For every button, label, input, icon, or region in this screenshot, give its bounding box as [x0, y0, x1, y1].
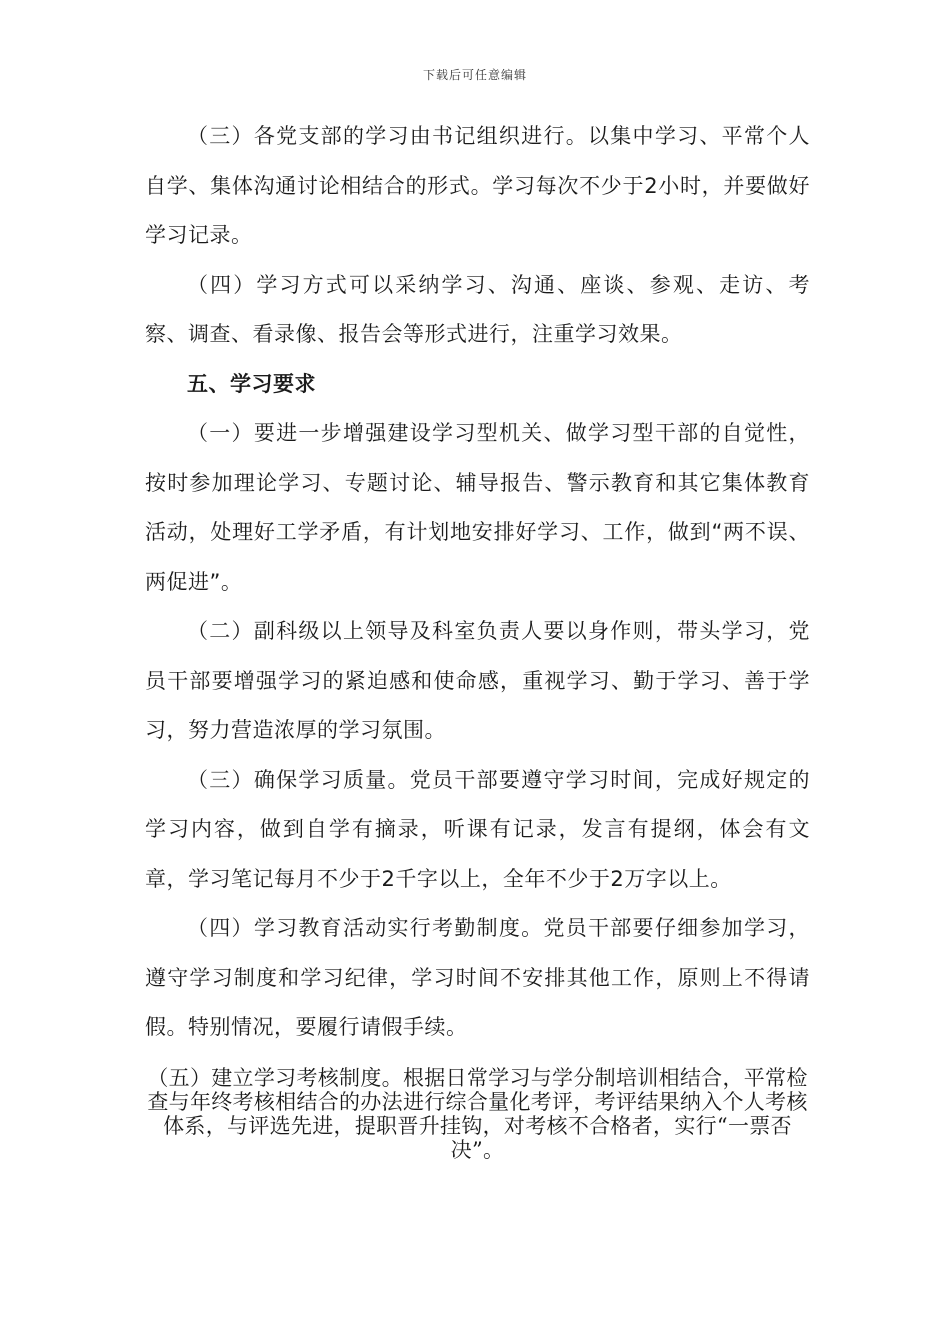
- page-header: 下载后可任意编辑: [422, 68, 527, 82]
- paragraph-requirement-4: （四）学习教育活动实行考勤制度。党员干部要仔细参加学习，遵守学习制度和学习纪律，学习时间不安排其他工作，原则上不得请假。特别情况，要履行请假手续。: [145, 916, 810, 1039]
- paragraph-requirement-5: （五）建立学习考核制度。根据日常学习与学分制培训相结合，平常检查与年终考核相结合的办法进行综合量化考评，考评结果纳入个人考核体系，与评选先进，提职晋升挂钩，对考核不合格者，实行“一票否决”。: [147, 1066, 808, 1162]
- section-heading-requirements: 五、学习要求: [187, 371, 316, 396]
- document-body: [145, 112, 810, 1053]
- paragraph-requirement-2: （二）副科级以上领导及科室负责人要以身作则，带头学习，党员干部要增强学习的紧迫感和使命感，重视学习、勤于学习、善于学习，努力营造浓厚的学习氛围。: [145, 619, 810, 742]
- paragraph-requirement-3: （三）确保学习质量。党员干部要遵守学习时间，完成好规定的学习内容，做到自学有摘录，听课有记录，发言有提纲，体会有文章，学习笔记每月不少于2千字以上，全年不少于2万字以上。: [145, 767, 810, 891]
- paragraph-requirement-1: （一）要进一步增强建设学习型机关、做学习型干部的自觉性，按时参加理论学习、专题讨论、辅导报告、警示教育和其它集体教育活动，处理好工学矛盾，有计划地安排好学习、工作，做到“两不误、两促进”。: [145, 421, 810, 594]
- paragraph-study-methods: （四）学习方式可以采纳学习、沟通、座谈、参观、走访、考察、调查、看录像、报告会等形式进行，注重学习效果。: [145, 272, 810, 346]
- paragraph-study-organization: （三）各党支部的学习由书记组织进行。以集中学习、平常个人自学、集体沟通讨论相结合的形式。学习每次不少于2小时，并要做好学习记录。: [145, 124, 810, 247]
